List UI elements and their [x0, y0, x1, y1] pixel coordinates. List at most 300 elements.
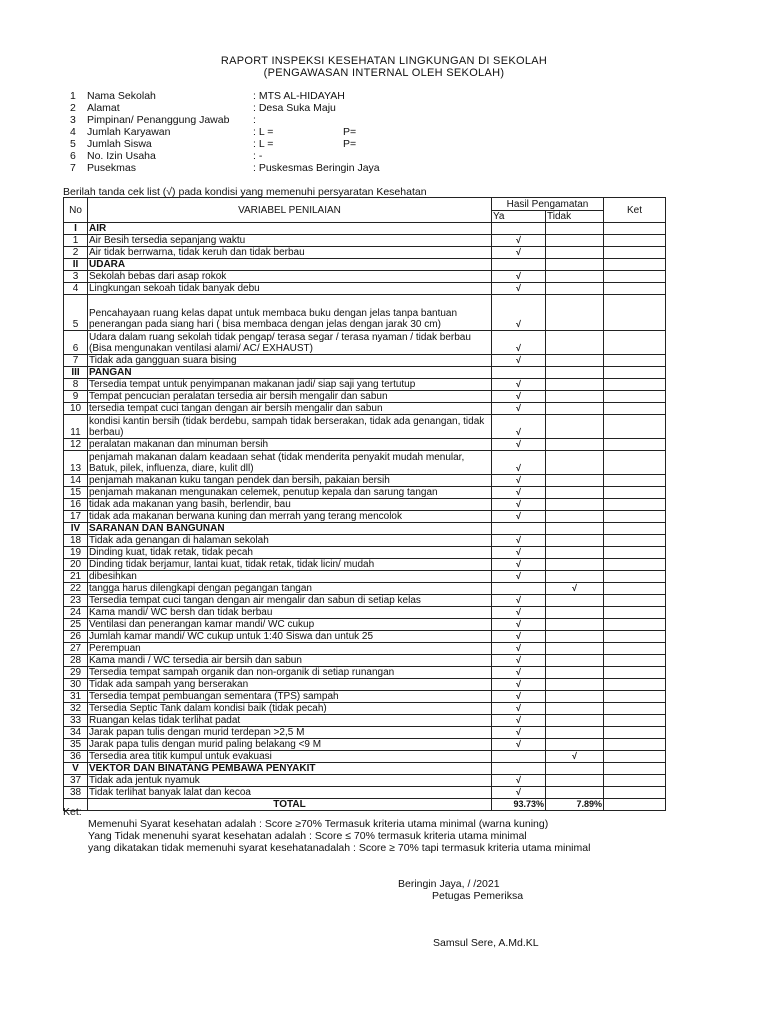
variable-text: Tersedia tempat sampah organik dan non-organik di setiap runangan [88, 667, 492, 679]
tidak-check [546, 403, 604, 415]
page-title: RAPORT INSPEKSI KESEHATAN LINGKUNGAN DI SEKOLAH [220, 55, 548, 67]
row-number: 4 [64, 283, 88, 295]
row-number: 22 [64, 583, 88, 595]
info-label: Jumlah Karyawan [87, 126, 171, 138]
ya-cell [492, 223, 546, 235]
ya-check: √ [492, 727, 546, 739]
ket-cell [604, 751, 666, 763]
ket-cell [604, 379, 666, 391]
table-row [64, 499, 666, 511]
table-row [64, 739, 666, 751]
tidak-check [546, 415, 604, 439]
info-number: 7 [70, 162, 76, 174]
tidak-check [546, 235, 604, 247]
info-number: 3 [70, 114, 76, 126]
variable-text: peralatan makanan dan minuman bersih [88, 439, 492, 451]
ya-check: √ [492, 403, 546, 415]
tidak-check [546, 715, 604, 727]
variable-text: Jarak papan tulis dengan murid terdepan >2,5 M [88, 727, 492, 739]
info-label: Pimpinan/ Penanggung Jawab [87, 114, 230, 126]
row-number: 25 [64, 619, 88, 631]
section-row [64, 763, 666, 775]
ket-cell [604, 643, 666, 655]
ket-cell [604, 535, 666, 547]
table-row [64, 703, 666, 715]
ket-cell [604, 715, 666, 727]
ya-check: √ [492, 775, 546, 787]
tidak-cell [546, 259, 604, 271]
ket-cell [604, 727, 666, 739]
table-row [64, 751, 666, 763]
ket-cell [604, 367, 666, 379]
table-row [64, 379, 666, 391]
ya-check: √ [492, 379, 546, 391]
variable-text: Lingkungan sekoah tidak banyak debu [88, 283, 492, 295]
tidak-cell [546, 367, 604, 379]
section-title: AIR [88, 223, 492, 235]
variable-text: kondisi kantin bersih (tidak berdebu, sampah tidak berserakan, tidak ada genangan, tidak berbau) [88, 415, 492, 439]
row-number: 2 [64, 247, 88, 259]
row-number: 20 [64, 559, 88, 571]
ket-cell [604, 415, 666, 439]
ya-cell [492, 367, 546, 379]
tidak-check [546, 487, 604, 499]
info-number: 6 [70, 150, 76, 162]
table-row [64, 403, 666, 415]
ya-check: √ [492, 499, 546, 511]
table-row [64, 715, 666, 727]
row-number: 32 [64, 703, 88, 715]
ya-check: √ [492, 667, 546, 679]
ket-cell [604, 607, 666, 619]
ya-check: √ [492, 655, 546, 667]
variable-text: Tidak terlihat banyak lalat dan kecoa [88, 787, 492, 799]
row-number: 34 [64, 727, 88, 739]
ket-cell [604, 247, 666, 259]
ya-check: √ [492, 295, 546, 331]
info-value: : L = [253, 126, 274, 138]
tidak-check [546, 631, 604, 643]
row-number: 8 [64, 379, 88, 391]
ket-cell [604, 739, 666, 751]
tidak-check [546, 439, 604, 451]
tidak-check [546, 499, 604, 511]
ya-check: √ [492, 487, 546, 499]
row-number: 1 [64, 235, 88, 247]
ket-cell [604, 271, 666, 283]
info-value: : MTS AL-HIDAYAH [253, 90, 345, 102]
ya-check: √ [492, 739, 546, 751]
ya-check: √ [492, 271, 546, 283]
col-variable-header: VARIABEL PENILAIAN [88, 198, 492, 223]
ket-cell [604, 571, 666, 583]
tidak-cell [546, 223, 604, 235]
row-number: 38 [64, 787, 88, 799]
ya-check: √ [492, 547, 546, 559]
row-number: 12 [64, 439, 88, 451]
variable-text: Tersedia tempat untuk penyimpanan makanan jadi/ siap saji yang tertutup [88, 379, 492, 391]
row-number: 26 [64, 631, 88, 643]
row-number: 31 [64, 691, 88, 703]
ya-check: √ [492, 691, 546, 703]
table-row [64, 487, 666, 499]
variable-text: Dinding kuat, tidak retak, tidak pecah [88, 547, 492, 559]
row-number: 14 [64, 475, 88, 487]
ya-check: √ [492, 715, 546, 727]
row-number: 35 [64, 739, 88, 751]
tidak-check [546, 691, 604, 703]
ket-cell [604, 511, 666, 523]
section-title: PANGAN [88, 367, 492, 379]
signature-place-date: Beringin Jaya, / /2021 [398, 878, 500, 890]
table-row [64, 775, 666, 787]
tidak-check [546, 391, 604, 403]
variable-text: Air tidak berrwarna, tidak keruh dan tidak berbau [88, 247, 492, 259]
info-label: Pusekmas [87, 162, 137, 174]
ya-check: √ [492, 235, 546, 247]
row-number: 18 [64, 535, 88, 547]
table-row [64, 511, 666, 523]
table-row [64, 475, 666, 487]
tidak-check [546, 511, 604, 523]
table-row [64, 295, 666, 331]
ket-cell [604, 295, 666, 331]
variable-text: Tidak ada jentuk nyamuk [88, 775, 492, 787]
table-row [64, 679, 666, 691]
variable-text: Jumlah kamar mandi/ WC cukup untuk 1:40 Siswa dan untuk 25 [88, 631, 492, 643]
table-row [64, 331, 666, 355]
ket-cell [604, 583, 666, 595]
ket-cell [604, 775, 666, 787]
tidak-cell [546, 763, 604, 775]
row-number: 27 [64, 643, 88, 655]
col-no-header: No [64, 198, 88, 223]
total-tidak-value: 7.89% [546, 799, 604, 811]
row-number: 10 [64, 403, 88, 415]
row-number: 13 [64, 451, 88, 475]
ya-cell [492, 763, 546, 775]
variable-text: tidak ada makanan yang basih, berlendir, bau [88, 499, 492, 511]
table-row [64, 283, 666, 295]
ket-cell [604, 559, 666, 571]
row-number: 23 [64, 595, 88, 607]
row-number: 24 [64, 607, 88, 619]
info-label: No. Izin Usaha [87, 150, 156, 162]
tidak-check [546, 703, 604, 715]
info-value-2: P= [343, 126, 357, 138]
instruction-text: Berilah tanda cek list (√) pada kondisi yang memenuhi persyaratan Kesehatan [63, 186, 427, 198]
ket-cell [604, 667, 666, 679]
ya-check: √ [492, 619, 546, 631]
ket-cell [604, 451, 666, 475]
row-number: 17 [64, 511, 88, 523]
ya-check: √ [492, 679, 546, 691]
ket-cell [604, 799, 666, 811]
info-value: : L = [253, 138, 274, 150]
ket-cell [604, 475, 666, 487]
ya-check: √ [492, 511, 546, 523]
table-row [64, 451, 666, 475]
ket-line: yang dikatakan tidak memenuhi syarat kesehatanadalah : Score ≥ 70% tapi termasuk kriteria utama minimal [88, 842, 591, 854]
ya-check: √ [492, 391, 546, 403]
ya-check: √ [492, 331, 546, 355]
table-row [64, 391, 666, 403]
tidak-check [546, 607, 604, 619]
table-row [64, 415, 666, 439]
ket-line: Memenuhi Syarat kesehatan adalah : Score ≥70% Termasuk kriteria utama minimal (warna kuning) [88, 818, 549, 830]
total-ya-value: 93.73% [492, 799, 546, 811]
ket-cell [604, 595, 666, 607]
table-row [64, 439, 666, 451]
table-row [64, 727, 666, 739]
section-title: UDARA [88, 259, 492, 271]
row-number: 6 [64, 331, 88, 355]
ket-cell [604, 331, 666, 355]
ket-cell [604, 235, 666, 247]
tidak-check [546, 283, 604, 295]
ket-cell [604, 763, 666, 775]
variable-text: Sekolah bebas dari asap rokok [88, 271, 492, 283]
tidak-check [546, 331, 604, 355]
table-row [64, 619, 666, 631]
ya-check [492, 751, 546, 763]
row-number: 19 [64, 547, 88, 559]
table-row [64, 691, 666, 703]
info-value: : - [253, 150, 263, 162]
tidak-check [546, 727, 604, 739]
row-number: 3 [64, 271, 88, 283]
tidak-check [546, 559, 604, 571]
ya-check: √ [492, 439, 546, 451]
tidak-check [546, 379, 604, 391]
row-number: 7 [64, 355, 88, 367]
tidak-check [546, 547, 604, 559]
tidak-check [546, 667, 604, 679]
table-row [64, 547, 666, 559]
variable-text: Tempat pencucian peralatan tersedia air bersih mengalir dan sabun [88, 391, 492, 403]
ket-label: Ket: [63, 806, 82, 818]
row-number: 28 [64, 655, 88, 667]
ket-cell [604, 703, 666, 715]
info-label: Nama Sekolah [87, 90, 156, 102]
row-number: 36 [64, 751, 88, 763]
variable-text: Jarak papa tulis dengan murid paling belakang <9 M [88, 739, 492, 751]
variable-text: Air Besih tersedia sepanjang waktu [88, 235, 492, 247]
table-row [64, 559, 666, 571]
signature-role: Petugas Pemeriksa [432, 890, 524, 902]
table-row [64, 595, 666, 607]
tidak-check: √ [546, 583, 604, 595]
info-number: 4 [70, 126, 76, 138]
ya-check: √ [492, 787, 546, 799]
row-number: 11 [64, 415, 88, 439]
ya-cell [492, 523, 546, 535]
section-number: II [64, 259, 88, 271]
row-number: 37 [64, 775, 88, 787]
table-row [64, 571, 666, 583]
table-row [64, 787, 666, 799]
ya-check: √ [492, 535, 546, 547]
ket-cell [604, 439, 666, 451]
page-subtitle: (PENGAWASAN INTERNAL OLEH SEKOLAH) [263, 67, 505, 79]
section-title: VEKTOR DAN BINATANG PEMBAWA PENYAKIT [88, 763, 492, 775]
ya-check [492, 583, 546, 595]
variable-text: penjamah makanan mengunakan celemek, penutup kepala dan sarung tangan [88, 487, 492, 499]
info-number: 5 [70, 138, 76, 150]
tidak-check [546, 787, 604, 799]
table-row [64, 355, 666, 367]
ya-check: √ [492, 247, 546, 259]
info-value: : Desa Suka Maju [253, 102, 336, 114]
table-row [64, 631, 666, 643]
variable-text: Udara dalam ruang sekolah tidak pengap/ terasa segar / terasa nyaman / tidak berbau (Bisa mengunakan ventilasi alami/ AC/ EXHAUST) [88, 331, 492, 355]
variable-text: tangga harus dilengkapi dengan pegangan tangan [88, 583, 492, 595]
ket-cell [604, 391, 666, 403]
variable-text: Ruangan kelas tidak terlihat padat [88, 715, 492, 727]
info-label: Alamat [87, 102, 120, 114]
table-row [64, 271, 666, 283]
ket-cell [604, 487, 666, 499]
ket-cell [604, 403, 666, 415]
tidak-check [546, 571, 604, 583]
ket-cell [604, 691, 666, 703]
col-ket-header: Ket [604, 198, 666, 223]
variable-text: Tersedia tempat cuci tangan dengan air mengalir dan sabun di setiap kelas [88, 595, 492, 607]
row-number: 16 [64, 499, 88, 511]
info-number: 2 [70, 102, 76, 114]
tidak-check [546, 451, 604, 475]
ket-cell [604, 655, 666, 667]
variable-text: Tersedia tempat pembuangan sementara (TPS) sampah [88, 691, 492, 703]
variable-text: Tidak ada gangguan suara bising [88, 355, 492, 367]
ya-cell [492, 259, 546, 271]
table-row [64, 655, 666, 667]
ket-cell [604, 259, 666, 271]
inspection-table [63, 197, 666, 811]
row-number: 9 [64, 391, 88, 403]
section-row [64, 367, 666, 379]
table-row [64, 247, 666, 259]
section-row [64, 259, 666, 271]
ya-check: √ [492, 415, 546, 439]
ket-cell [604, 499, 666, 511]
ya-check: √ [492, 475, 546, 487]
info-value-2: P= [343, 138, 357, 150]
ya-check: √ [492, 595, 546, 607]
ket-cell [604, 679, 666, 691]
ket-cell [604, 283, 666, 295]
table-row [64, 535, 666, 547]
ket-line: Yang Tidak menenuhi syarat kesehatan adalah : Score ≤ 70% termasuk kriteria utama minimal [88, 830, 527, 842]
variable-text: Tidak ada sampah yang berserakan [88, 679, 492, 691]
info-value: : [253, 114, 256, 126]
ket-cell [604, 223, 666, 235]
row-number: 29 [64, 667, 88, 679]
section-row [64, 223, 666, 235]
ket-cell [604, 523, 666, 535]
row-number: 5 [64, 295, 88, 331]
variable-text: tersedia tempat cuci tangan dengan air bersih mengalir dan sabun [88, 403, 492, 415]
ya-check: √ [492, 607, 546, 619]
variable-text: Pencahayaan ruang kelas dapat untuk membaca buku dengan jelas tanpa bantuan penerangan pada siang hari ( bisa membaca dengan jelas dengan jarak 30 cm) [88, 295, 492, 331]
variable-text: Tidak ada genangan di halaman sekolah [88, 535, 492, 547]
row-number: 30 [64, 679, 88, 691]
tidak-check [546, 247, 604, 259]
ket-cell [604, 787, 666, 799]
ya-check: √ [492, 631, 546, 643]
variable-text: Tersedia area titik kumpul untuk evakuasi [88, 751, 492, 763]
tidak-check [546, 475, 604, 487]
ket-cell [604, 619, 666, 631]
ya-check: √ [492, 451, 546, 475]
ya-check: √ [492, 571, 546, 583]
tidak-check [546, 535, 604, 547]
section-title: SARANAN DAN BANGUNAN [88, 523, 492, 535]
table-row [64, 583, 666, 595]
variable-text: Kama mandi/ WC bersh dan tidak berbau [88, 607, 492, 619]
total-row [64, 799, 666, 811]
ket-cell [604, 547, 666, 559]
tidak-check: √ [546, 751, 604, 763]
variable-text: tidak ada makanan berwana kuning dan merrah yang terang mencolok [88, 511, 492, 523]
col-tidak-header: Tidak [546, 211, 604, 223]
col-hasil-header: Hasil Pengamatan [492, 198, 604, 211]
tidak-check [546, 595, 604, 607]
variable-text: penjamah makanan kuku tangan pendek dan bersih, pakaian bersih [88, 475, 492, 487]
section-number: I [64, 223, 88, 235]
col-ya-header: Ya [492, 211, 546, 223]
info-value: : Puskesmas Beringin Jaya [253, 162, 380, 174]
variable-text: penjamah makanan dalam keadaan sehat (tidak menderita penyakit mudah menular, Batuk, pilek, influenza, diare, kulit dll) [88, 451, 492, 475]
tidak-check [546, 679, 604, 691]
section-number: V [64, 763, 88, 775]
table-row [64, 235, 666, 247]
tidak-check [546, 619, 604, 631]
ket-cell [604, 355, 666, 367]
tidak-check [546, 643, 604, 655]
ya-check: √ [492, 703, 546, 715]
table-row [64, 667, 666, 679]
tidak-check [546, 271, 604, 283]
variable-text: dibesihkan [88, 571, 492, 583]
section-number: IV [64, 523, 88, 535]
ya-check: √ [492, 283, 546, 295]
total-label: TOTAL [88, 799, 492, 811]
ya-check: √ [492, 559, 546, 571]
variable-text: Tersedia Septic Tank dalam kondisi baik (tidak pecah) [88, 703, 492, 715]
table-row [64, 607, 666, 619]
variable-text: Kama mandi / WC tersedia air bersih dan sabun [88, 655, 492, 667]
tidak-check [546, 655, 604, 667]
tidak-cell [546, 523, 604, 535]
tidak-check [546, 775, 604, 787]
table-row [64, 643, 666, 655]
section-number: III [64, 367, 88, 379]
row-number: 21 [64, 571, 88, 583]
ya-check: √ [492, 355, 546, 367]
info-label: Jumlah Siswa [87, 138, 152, 150]
variable-text: Perempuan [88, 643, 492, 655]
section-row [64, 523, 666, 535]
signature-name: Samsul Sere, A.Md.KL [433, 937, 539, 949]
row-number: 33 [64, 715, 88, 727]
variable-text: Ventilasi dan penerangan kamar mandi/ WC cukup [88, 619, 492, 631]
variable-text: Dinding tidak berjamur, lantai kuat, tidak retak, tidak licin/ mudah [88, 559, 492, 571]
ya-check: √ [492, 643, 546, 655]
info-number: 1 [70, 90, 76, 102]
tidak-check [546, 295, 604, 331]
tidak-check [546, 355, 604, 367]
